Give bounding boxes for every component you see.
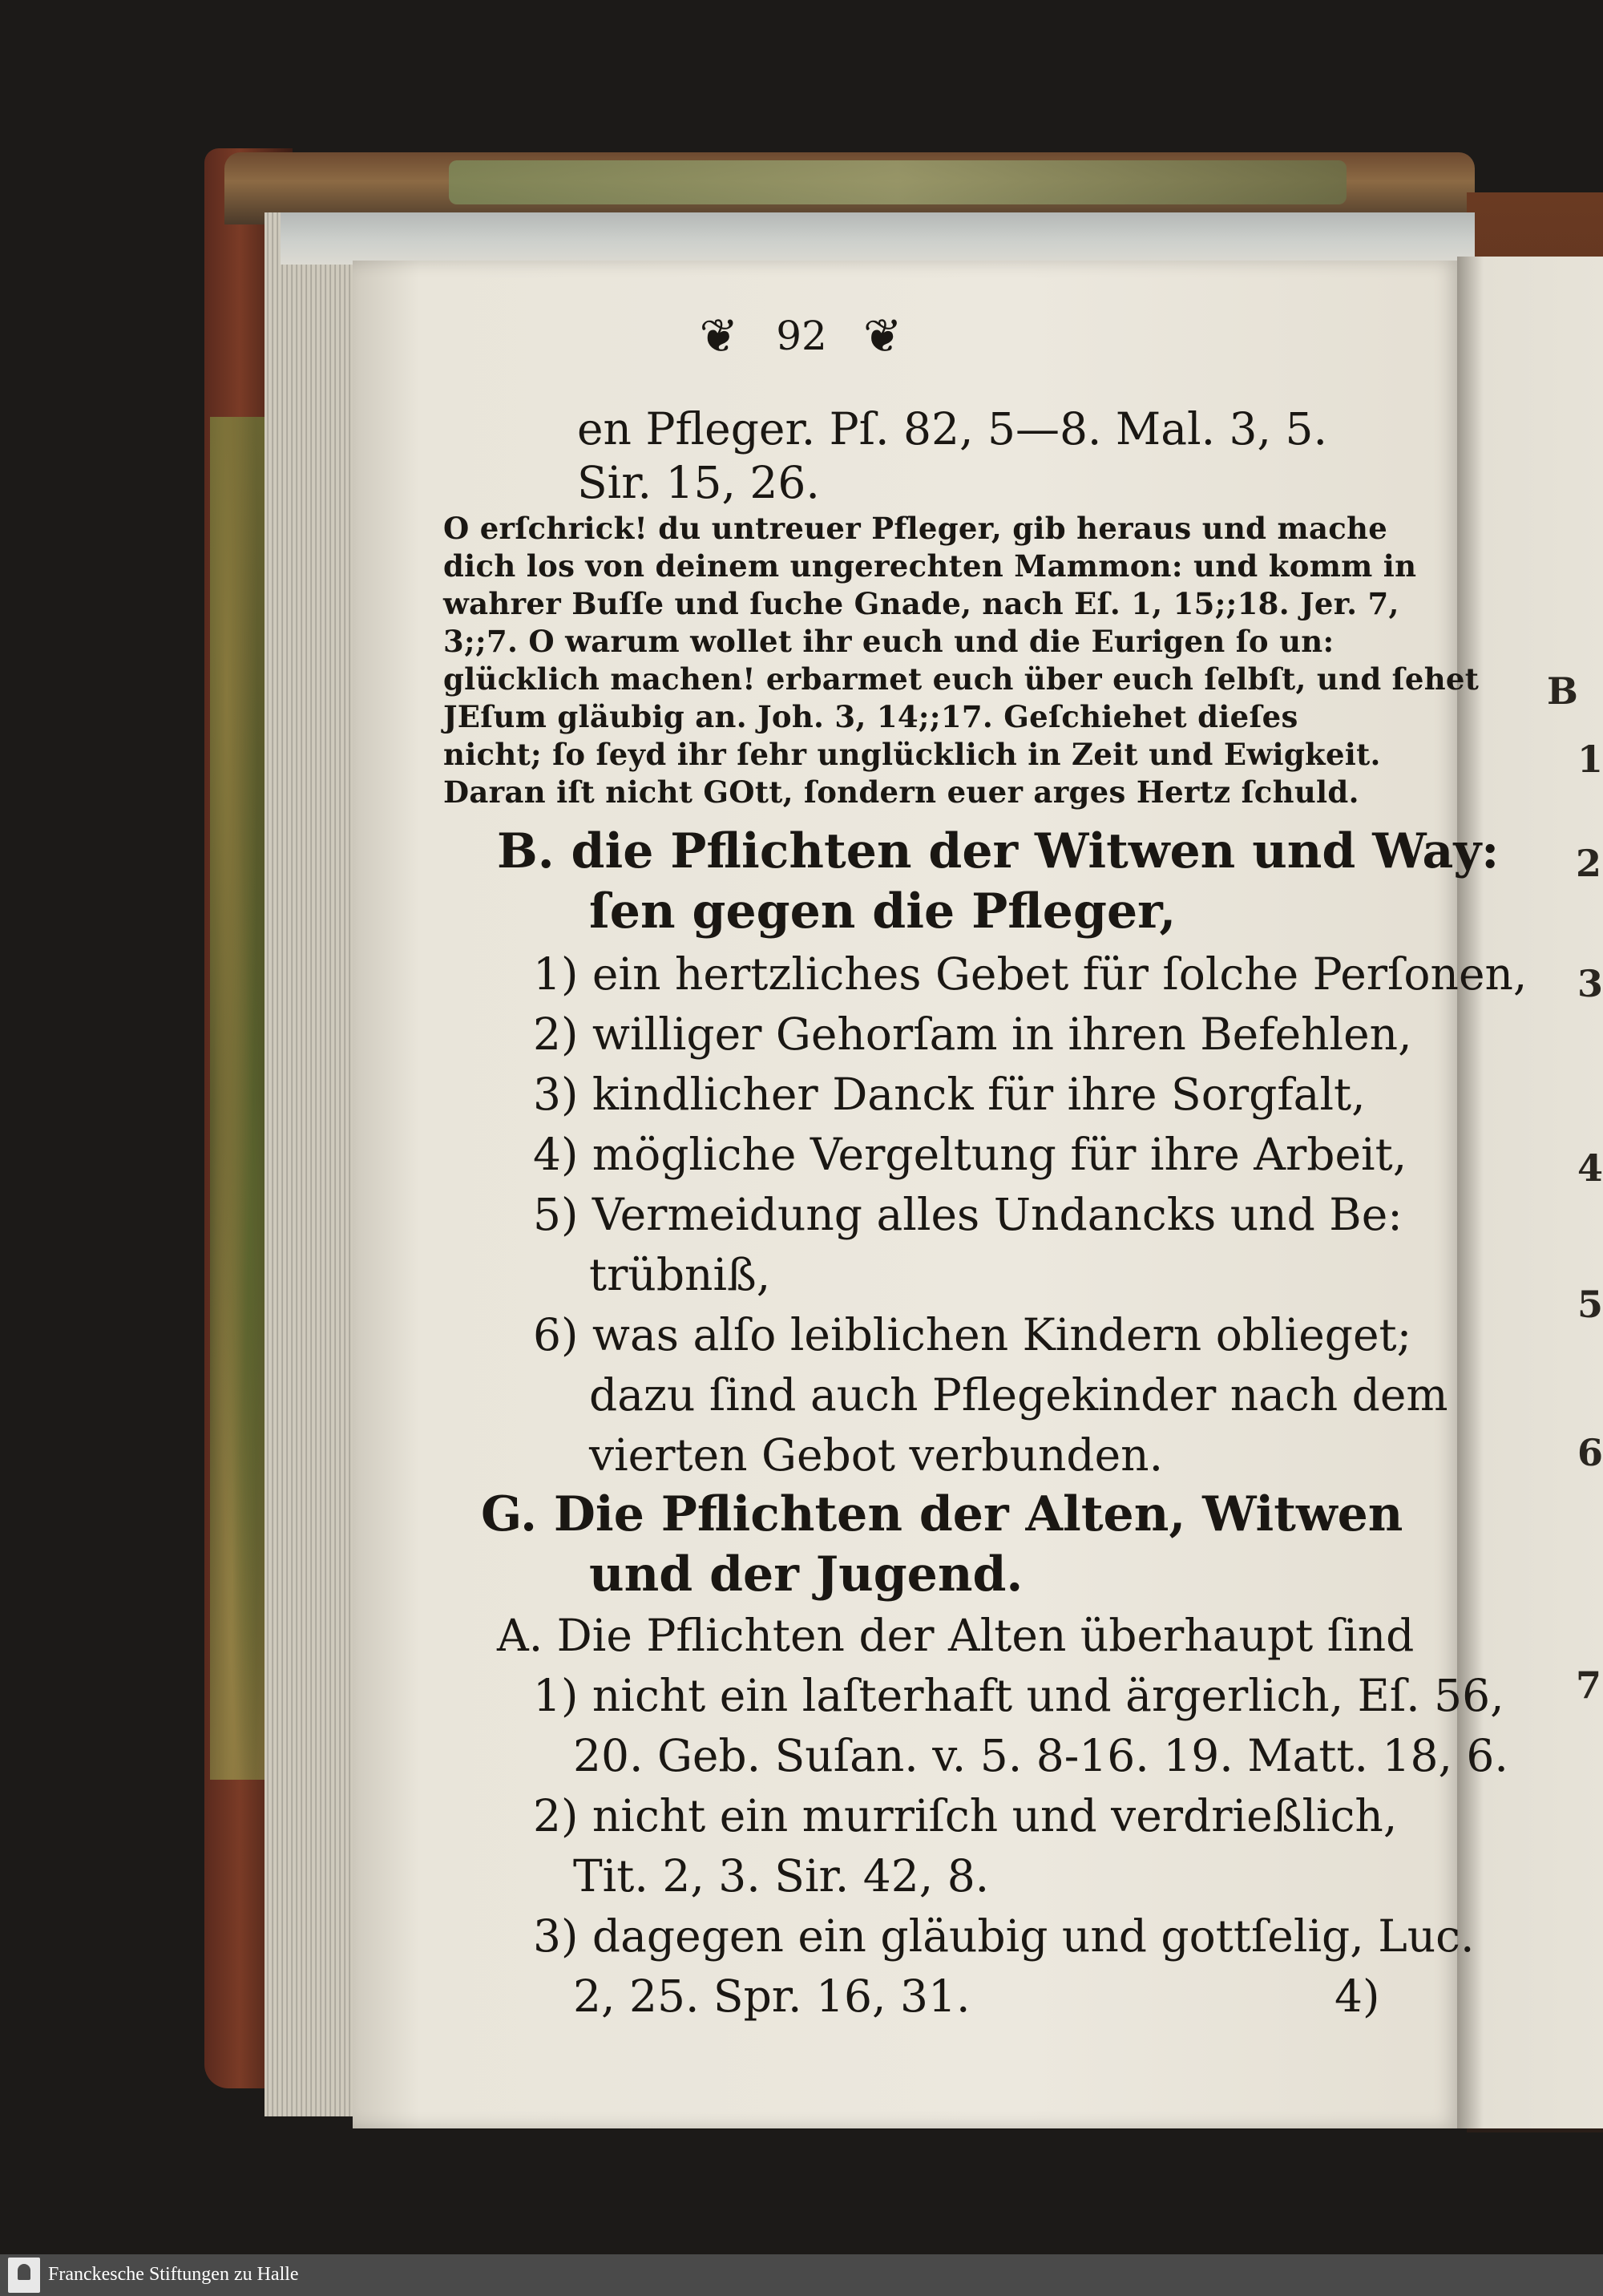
ornament-right-icon: ❦ — [862, 309, 904, 363]
list-item: 2) williger Gehorſam in ihren Befehlen, — [533, 1009, 1412, 1060]
paragraph-line: dich los von deinem ungerechten Mammon: und komm in — [443, 548, 1417, 584]
page-header — [0, 309, 1603, 363]
subsection-heading: A. Die Pflichten der Alten überhaupt ſind — [497, 1610, 1415, 1661]
list-item: 1) nicht ein laſterhaft und ärgerlich, Eſ. 56, — [533, 1670, 1504, 1721]
page-number: 92 — [776, 313, 827, 359]
margin-number: 5 — [1577, 1283, 1603, 1326]
list-item: 1) ein hertzliches Gebet für ſolche Perſonen, — [533, 948, 1528, 1000]
margin-number: 6 — [1577, 1431, 1603, 1474]
margin-number: 3 — [1577, 962, 1603, 1005]
list-item-continued: dazu ſind auch Pflegekinder nach dem — [589, 1369, 1448, 1421]
paragraph-line: JEſum gläubig an. Joh. 3, 14;;17. Geſchiehet dieſes — [443, 699, 1298, 734]
margin-number: 7 — [1576, 1663, 1602, 1707]
section-heading: B. die Pflichten der Witwen und Way: — [497, 823, 1500, 879]
margin-letter: B — [1547, 669, 1578, 713]
section-heading: G. Die Pflichten der Alten, Witwen — [481, 1486, 1403, 1542]
footer-bar — [0, 2254, 1603, 2296]
list-item-continued: Tit. 2, 3. Sir. 42, 8. — [573, 1850, 990, 1902]
marbled-cover — [210, 417, 266, 1780]
paragraph-line: O erſchrick! du untreuer Pfleger, gib heraus und mache — [443, 511, 1388, 546]
list-item-continued: trübniß, — [589, 1249, 771, 1300]
list-item: 2) nicht ein murriſch und verdrießlich, — [533, 1790, 1398, 1841]
list-item-continued: 20. Geb. Suſan. v. 5. 8-16. 19. Matt. 18, 6. — [573, 1730, 1508, 1781]
right-page-edge — [1457, 257, 1603, 2128]
paragraph-line: nicht; ſo ſeyd ihr ſehr unglücklich in Zeit und Ewigkeit. — [443, 737, 1381, 772]
margin-number: 1 — [1577, 738, 1603, 781]
page-top-edge — [281, 212, 1475, 265]
margin-number: 4 — [1577, 1146, 1603, 1190]
catchword: 4) — [1334, 1971, 1380, 2022]
page-stack — [264, 212, 353, 2116]
ornament-left-icon: ❦ — [699, 309, 741, 363]
section-heading: ſen gegen die Pfleger, — [589, 883, 1177, 940]
list-item: 3) kindlicher Danck für ihre Sorgfalt, — [533, 1069, 1366, 1120]
list-item: 4) mögliche Vergeltung für ihre Arbeit, — [533, 1129, 1407, 1180]
list-item: 5) Vermeidung alles Undancks und Be: — [533, 1189, 1403, 1240]
footer-credit: Franckesche Stiftungen zu Halle — [48, 2264, 299, 2285]
paragraph-line: glücklich machen! erbarmet euch über euch ſelbſt, und ſehet — [443, 661, 1480, 697]
text-line: en Pfleger. Pſ. 82, 5—8. Mal. 3, 5. — [577, 403, 1327, 455]
paragraph-line: 3;;7. O warum wollet ihr euch und die Eurigen ſo un: — [443, 624, 1334, 659]
list-item-continued: 2, 25. Spr. 16, 31. — [573, 1971, 971, 2022]
list-item: 6) was alſo leiblichen Kindern oblieget; — [533, 1309, 1412, 1360]
book-top-edge-cloth — [449, 160, 1347, 204]
institution-logo-icon — [8, 2258, 40, 2293]
paragraph-line: wahrer Buſſe und ſuche Gnade, nach Eſ. 1, 15;;18. Jer. 7, — [443, 586, 1399, 621]
margin-number: 2 — [1576, 842, 1602, 885]
text-line: Sir. 15, 26. — [577, 457, 820, 508]
paragraph-line: Daran iſt nicht GOtt, ſondern euer arges Hertz ſchuld. — [443, 774, 1359, 810]
list-item-continued: vierten Gebot verbunden. — [589, 1429, 1164, 1481]
list-item: 3) dagegen ein gläubig und gottſelig, Luc. — [533, 1910, 1475, 1962]
section-heading: und der Jugend. — [589, 1546, 1024, 1603]
